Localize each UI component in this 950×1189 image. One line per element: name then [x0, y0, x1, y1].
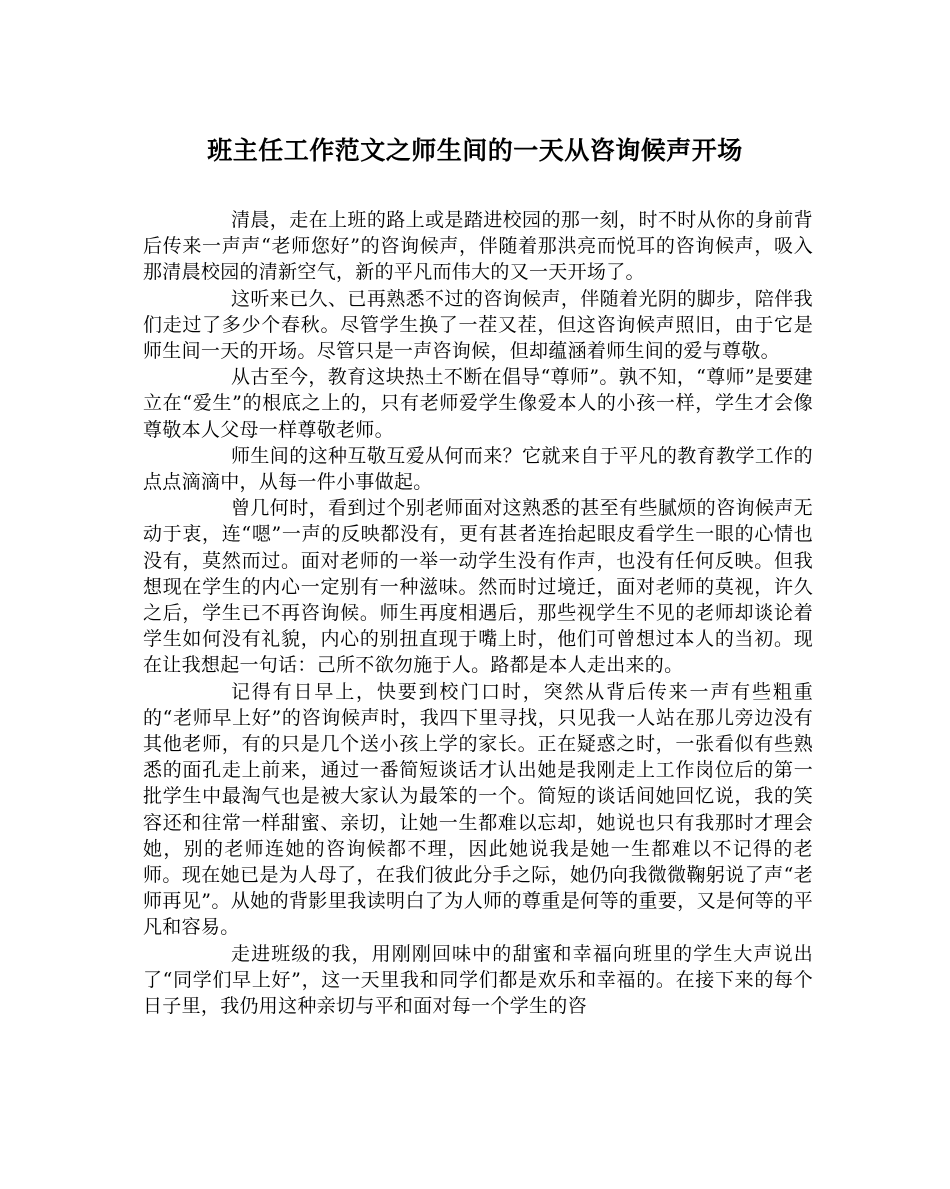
paragraph: 从古至今，教育这块热土不断在倡导“尊师”。孰不知，“尊师”是要建立在“爱生”的根底之上的，只有老师爱学生像爱本人的小孩一样，学生才会像尊敬本人父母一样尊敬老师。	[143, 366, 813, 441]
paragraph: 清晨，走在上班的路上或是踏进校园的那一刻，时不时从你的身前背后传来一声声“老师您好”的咨询候声，伴随着那洪亮而悦耳的咨询候声，吸入那清晨校园的清新空气，新的平凡而伟大的又一天开场了。	[143, 209, 813, 284]
paragraph: 走进班级的我，用刚刚回味中的甜蜜和幸福向班里的学生大声说出了“同学们早上好”，这一天里我和同学们都是欢乐和幸福的。在接下来的每个日子里，我仍用这种亲切与平和面对每一个学生的咨	[143, 942, 813, 1018]
document-body	[143, 207, 813, 1067]
paragraph: 记得有日早上，快要到校门口时，突然从背后传来一声有些粗重的“老师早上好”的咨询候声时，我四下里寻找，只见我一人站在那儿旁边没有其他老师，有的只是几个送小孩上学的家长。正在疑惑之时，一张看似有些熟悉的面孔走上前来，通过一番简短谈话才认出她是我刚走上工作岗位后的第一批学生中最淘气也是被大家认为最笨的一个。简短的谈话间她回忆说，我的笑容还和往常一样甜蜜、亲切，让她一生都难以忘却，她说也只有我那时才理会她，别的老师连她的咨询候都不理，因此她说我是她一生都难以不记得的老师。现在她已是为人母了，在我们彼此分手之际，她仍向我微微鞠躬说了声“老师再见”。从她的背影里我读明白了为人师的尊重是何等的重要，又是何等的平凡和容易。	[143, 680, 813, 939]
paragraph: 师生间的这种互敬互爱从何而来？它就来自于平凡的教育教学工作的点点滴滴中，从每一件小事做起。	[143, 444, 813, 494]
paragraph: 这听来已久、已再熟悉不过的咨询候声，伴随着光阴的脚步，陪伴我们走过了多少个春秋。尽管学生换了一茬又茬，但这咨询候声照旧，由于它是师生间一天的开场。尽管只是一声咨询候，但却蕴涵着师生间的爱与尊敬。	[143, 287, 813, 363]
paragraph: 曾几何时，看到过个别老师面对这熟悉的甚至有些腻烦的咨询候声无动于衷，连“嗯”一声的反映都没有，更有甚者连抬起眼皮看学生一眼的心情也没有，莫然而过。面对老师的一举一动学生没有作声，也没有任何反映。但我想现在学生的内心一定别有一种滋味。然而时过境迁，面对老师的莫视，许久之后，学生已不再咨询候。师生再度相遇后，那些视学生不见的老师却谈论着学生如何没有礼貌，内心的别扭直现于嘴上时，他们可曾想过本人的当初。现在让我想起一句话：己所不欲勿施于人。路都是本人走出来的。	[143, 497, 813, 677]
document-title: 班主任工作范文之师生间的一天从咨询候声开场	[207, 136, 743, 165]
